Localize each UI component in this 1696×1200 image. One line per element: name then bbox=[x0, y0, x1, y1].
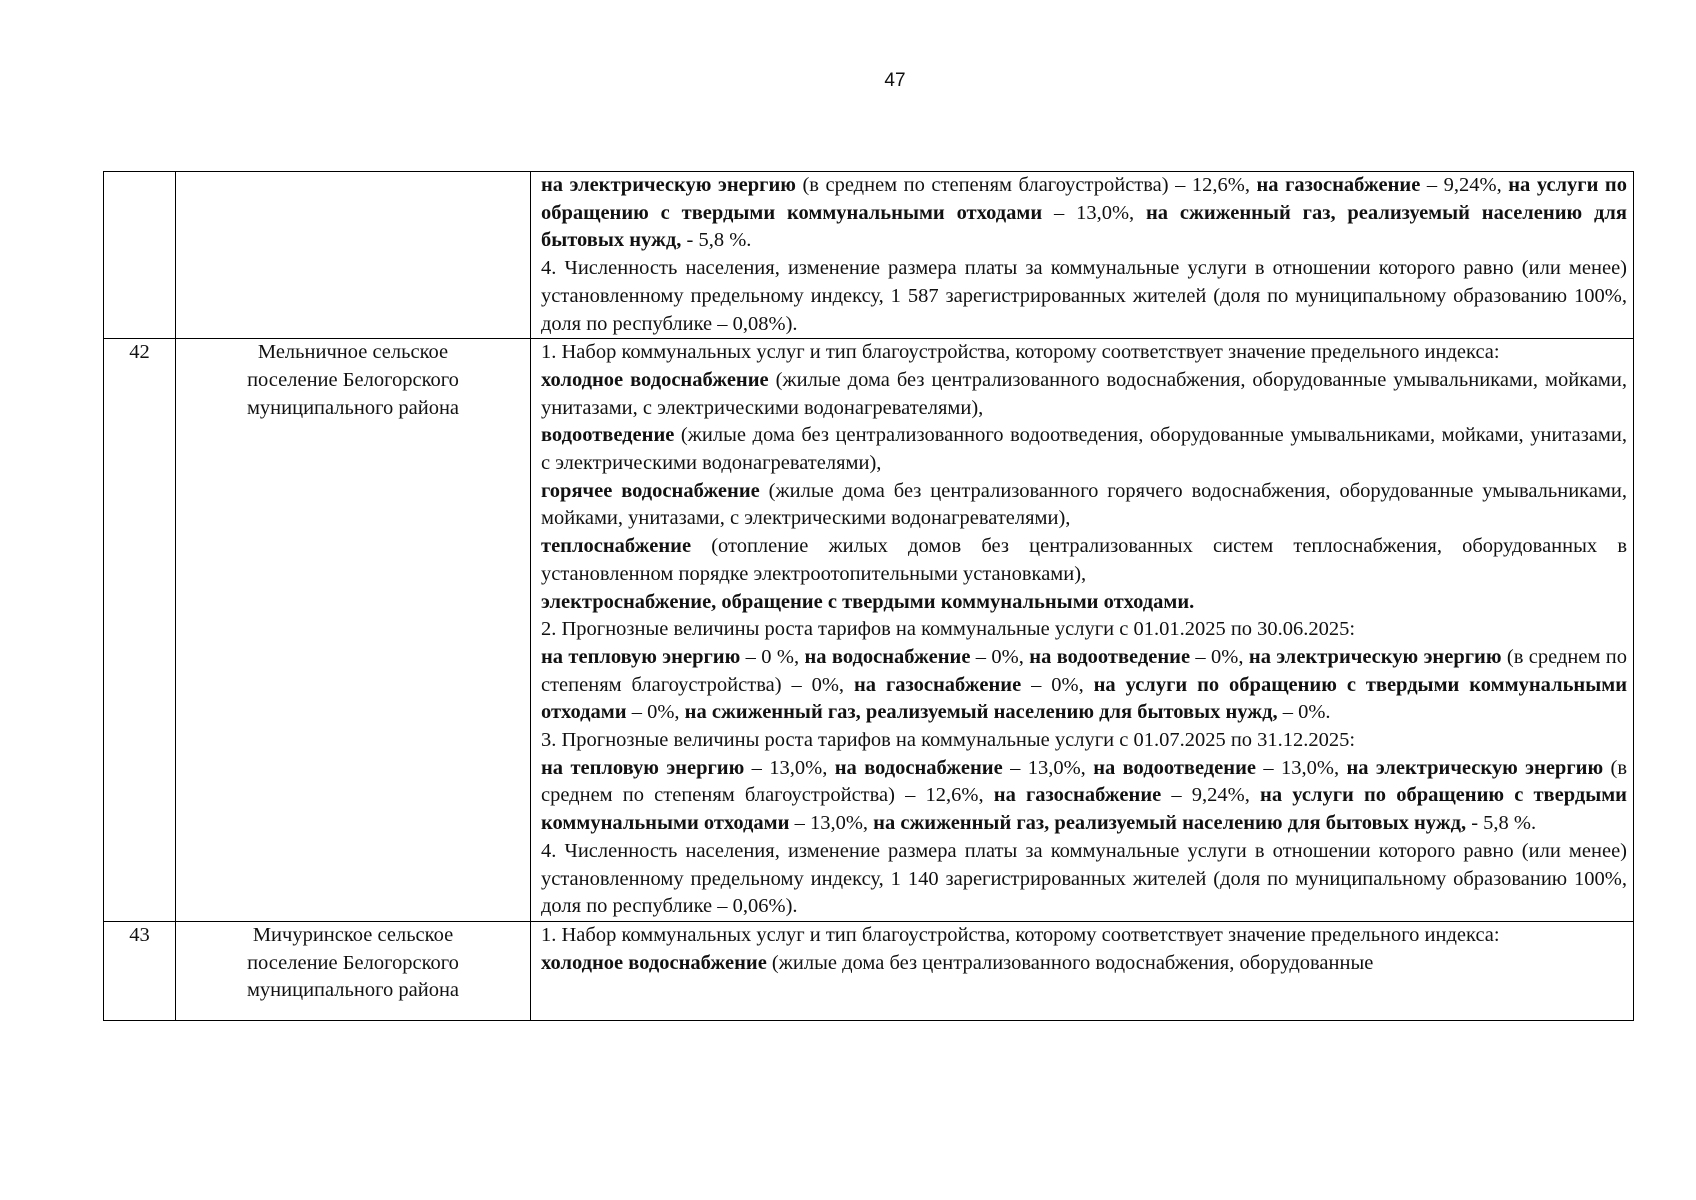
municipality-name-line: муниципального района bbox=[246, 979, 460, 1002]
bold-text: горячее водоснабжение bbox=[541, 479, 760, 502]
text: (жилые дома без централизованного водоснабжения, оборудованные bbox=[766, 951, 1374, 974]
bold-text: холодное водоснабжение bbox=[541, 951, 767, 974]
bold-text: на водоснабжение bbox=[834, 756, 1003, 779]
tariff-description bbox=[531, 172, 1634, 339]
text: – 0%. bbox=[1277, 701, 1331, 724]
bold-text: на водоотведение bbox=[1029, 645, 1191, 668]
tariff-description bbox=[531, 339, 1634, 922]
text: 4. Численность населения, изменение размера платы за коммунальные услуги в отношении которого равно (или менее) установленному предельному индексу, 1 587 зарегистрированных жителей (доля по муниципальному образованию 100%, доля по республике – 0,08%). bbox=[541, 257, 1627, 335]
bold-text: на услуги по обращению с твердыми коммунальными отходами bbox=[541, 673, 1628, 724]
bold-text: на сжиженный газ, реализуемый населению для бытовых нужд, bbox=[873, 812, 1467, 835]
text: – 13,0%, bbox=[1042, 201, 1146, 224]
bold-text: на сжиженный газ, реализуемый населению для бытовых нужд, bbox=[684, 701, 1278, 724]
municipality-name bbox=[176, 921, 531, 1020]
text: – 0%, bbox=[970, 645, 1030, 668]
description-paragraph bbox=[541, 255, 1627, 338]
bold-text: теплоснабжение bbox=[541, 535, 692, 558]
municipality-name bbox=[176, 172, 531, 339]
bold-text: на сжиженный газ, реализуемый населению для бытовых нужд, bbox=[541, 201, 1627, 252]
municipality-name-line: Мельничное сельское bbox=[257, 341, 449, 364]
text: – 0%, bbox=[1021, 673, 1094, 696]
description-paragraph bbox=[541, 922, 1627, 950]
bold-text: на электрическую энергию bbox=[1248, 645, 1502, 668]
text: – 13,0%, bbox=[1002, 756, 1094, 779]
table-row bbox=[104, 921, 1634, 1020]
text: – 0%, bbox=[1190, 645, 1249, 668]
text: – 9,24%, bbox=[1420, 174, 1509, 196]
bold-text: на водоотведение bbox=[1093, 756, 1256, 779]
text: 1. Набор коммунальных услуг и тип благоустройства, которому соответствует значение предельного индекса: bbox=[541, 341, 1500, 364]
text: – 0%, bbox=[626, 701, 685, 724]
index-table bbox=[103, 171, 1634, 1021]
description-paragraph bbox=[541, 367, 1627, 422]
table-row bbox=[104, 339, 1634, 922]
bold-text: на услуги по обращению с твердыми коммунальными отходами bbox=[541, 784, 1627, 835]
bold-text: на водоснабжение bbox=[804, 645, 971, 668]
table-body bbox=[104, 172, 1634, 1021]
municipality-name-line: Мичуринское сельское bbox=[252, 923, 454, 946]
description-paragraph bbox=[541, 478, 1627, 533]
description-paragraph bbox=[541, 339, 1627, 367]
bold-text: на тепловую энергию bbox=[541, 645, 741, 668]
description-paragraph bbox=[541, 172, 1627, 255]
municipality-name-line: муниципального района bbox=[246, 396, 460, 419]
table-row bbox=[104, 172, 1634, 339]
text: – 0 %, bbox=[740, 645, 805, 668]
bold-text: на тепловую энергию bbox=[541, 756, 745, 779]
text: (отопление жилых домов без централизованных систем теплоснабжения, оборудованных в установленном порядке электроотопительными установками), bbox=[541, 535, 1627, 585]
text: 1. Набор коммунальных услуг и тип благоустройства, которому соответствует значение предельного индекса: bbox=[541, 923, 1500, 946]
text: - 5,8 %. bbox=[1466, 812, 1537, 835]
bold-text: электроснабжение, обращение с твердыми коммунальными отходами. bbox=[541, 590, 1195, 613]
description-paragraph bbox=[541, 422, 1627, 477]
text: (жилые дома без централизованного горячего водоснабжения, оборудованные умывальниками, мойками, унитазами, с электрическими водонагревателями), bbox=[541, 479, 1627, 530]
text: – 13,0%, bbox=[1255, 756, 1347, 779]
row-number: 43 bbox=[104, 921, 176, 1020]
text: 3. Прогнозные величины роста тарифов на коммунальные услуги с 01.07.2025 по 31.12.2025: bbox=[541, 729, 1356, 752]
bold-text: на электрическую энергию bbox=[1346, 756, 1604, 779]
row-number: 42 bbox=[104, 339, 176, 922]
row-number bbox=[104, 172, 176, 339]
description-paragraph bbox=[541, 727, 1627, 755]
text: – 13,0%, bbox=[744, 756, 835, 779]
text: 4. Численность населения, изменение размера платы за коммунальные услуги в отношении которого равно (или менее) установленному предельному индексу, 1 140 зарегистрированных жителей (доля по муниципальному образованию 100%, доля по республике – 0,06%). bbox=[541, 839, 1627, 918]
bold-text: на электрическую энергию bbox=[541, 174, 796, 196]
description-paragraph bbox=[541, 838, 1627, 921]
municipality-name-line: поселение Белогорского bbox=[247, 951, 459, 974]
text: (в среднем по степеням благоустройства) – 0%, bbox=[541, 645, 1628, 696]
bold-text: на услуги по обращению с твердыми коммунальными отходами bbox=[541, 174, 1627, 224]
bold-text: на газоснабжение bbox=[853, 673, 1022, 696]
text: (в среднем по степеням благоустройства) – 12,6%, bbox=[541, 756, 1627, 807]
text: – 13,0%, bbox=[789, 812, 874, 835]
bold-text: на газоснабжение bbox=[1256, 174, 1421, 196]
municipality-name bbox=[176, 339, 531, 922]
bold-text: на газоснабжение bbox=[993, 784, 1162, 807]
municipality-name-line: поселение Белогорского bbox=[247, 368, 459, 391]
description-paragraph bbox=[541, 616, 1627, 644]
description-paragraph bbox=[541, 755, 1627, 838]
text: 2. Прогнозные величины роста тарифов на коммунальные услуги с 01.01.2025 по 30.06.2025: bbox=[541, 618, 1356, 641]
tariff-description bbox=[531, 921, 1634, 1020]
description-paragraph bbox=[541, 950, 1627, 978]
page-number: 47 bbox=[884, 70, 906, 91]
text: (в среднем по степеням благоустройства) – 12,6%, bbox=[795, 174, 1257, 196]
description-paragraph bbox=[541, 533, 1627, 588]
text: - 5,8 %. bbox=[681, 229, 752, 252]
description-paragraph bbox=[541, 589, 1627, 617]
text: – 9,24%, bbox=[1161, 784, 1261, 807]
text: (жилые дома без централизованного водоснабжения, оборудованные умывальниками, мойками, унитазами, с электрическими водонагревателями), bbox=[541, 368, 1628, 419]
bold-text: водоотведение bbox=[541, 424, 675, 447]
bold-text: холодное водоснабжение bbox=[541, 368, 769, 391]
description-paragraph bbox=[541, 644, 1627, 727]
text: (жилые дома без централизованного водоотведения, оборудованные умывальниками, мойками, унитазами, с электрическими водонагревателями), bbox=[541, 424, 1627, 475]
